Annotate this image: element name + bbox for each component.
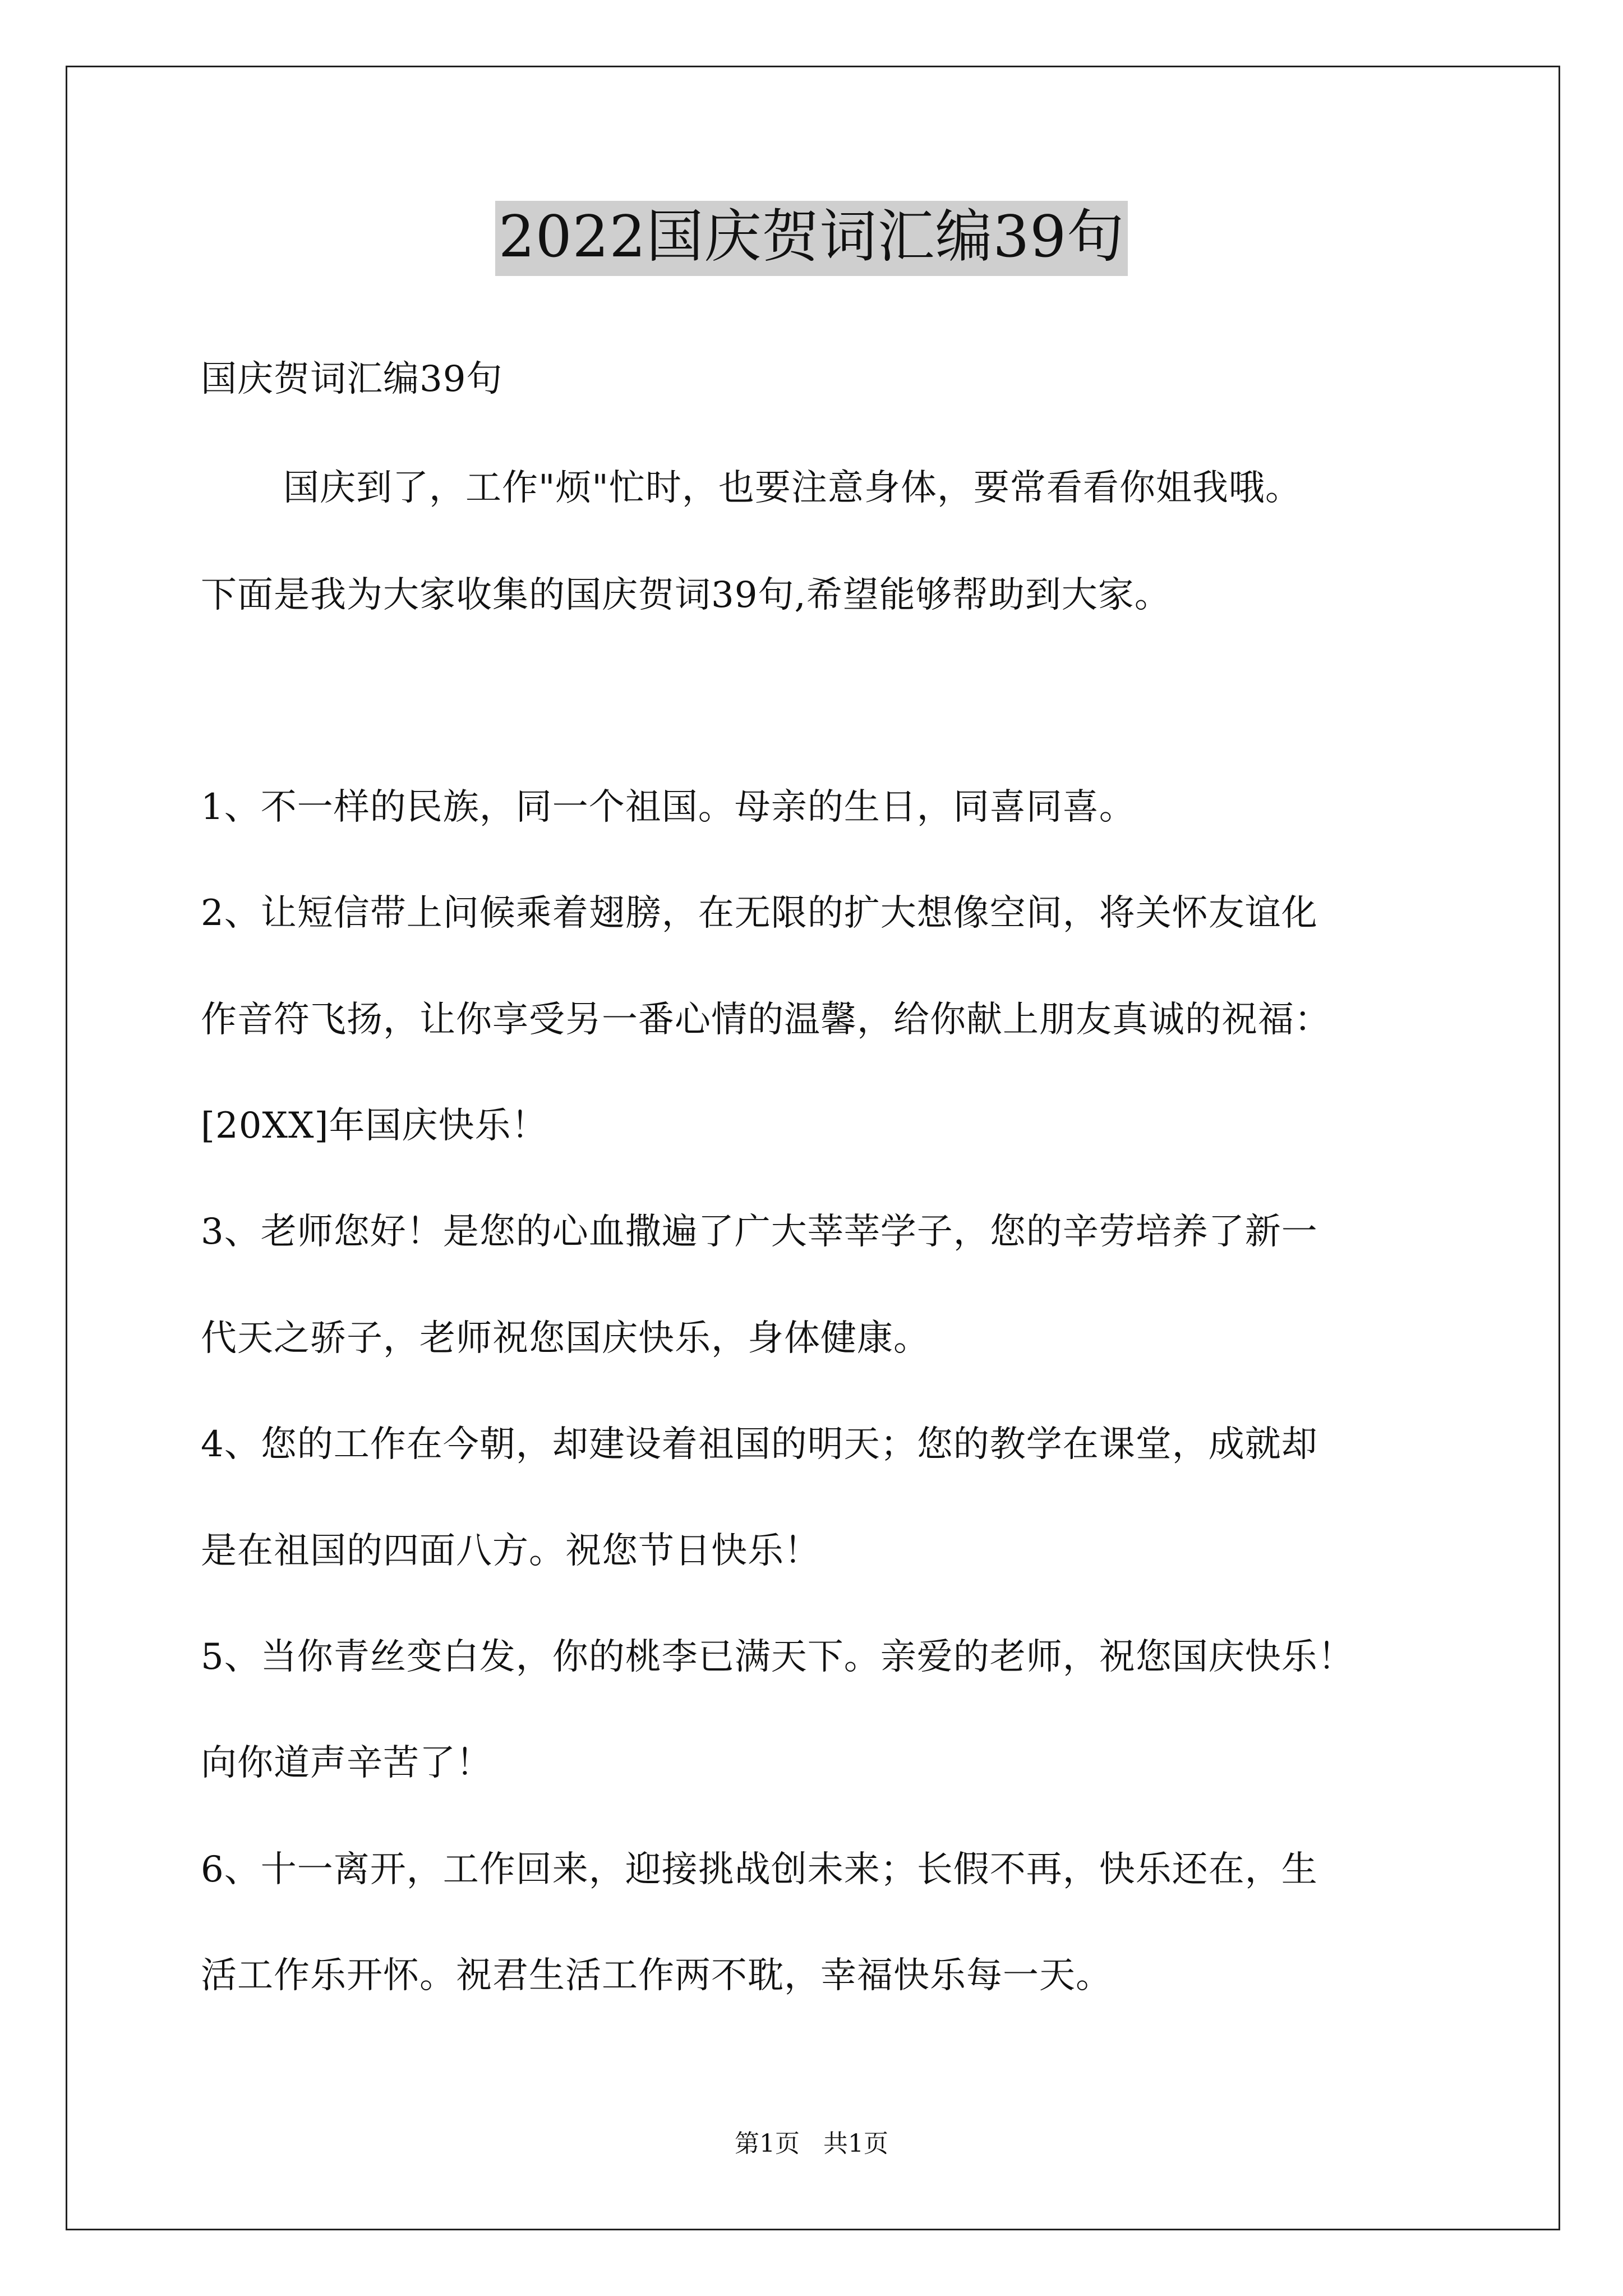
greeting-line: [20XX]年国庆快乐！ bbox=[201, 1105, 548, 1147]
greeting-line: 4、您的工作在今朝，却建设着祖国的明天；您的教学在课堂，成就却 bbox=[201, 1424, 1318, 1465]
greeting-line: 2、让短信带上问候乘着翅膀，在无限的扩大想像空间，将关怀友谊化 bbox=[201, 892, 1318, 934]
greeting-line: 6、十一离开，工作回来，迎接挑战创未来；长假不再，快乐还在，生 bbox=[201, 1849, 1318, 1890]
greeting-line: 3、老师您好！是您的心血撒遍了广大莘莘学子，您的辛劳培养了新一 bbox=[201, 1211, 1318, 1253]
document-title-text: 2022国庆贺词汇编39句 bbox=[495, 201, 1128, 276]
greeting-line: 活工作乐开怀。祝君生活工作两不耽，幸福快乐每一天。 bbox=[201, 1955, 1112, 1996]
page-footer: 第1页 共1页 bbox=[735, 2129, 888, 2158]
intro-line: 国庆到了，工作"烦"忙时，也要注意身体，要常看看你姐我哦。 bbox=[283, 467, 1302, 509]
greeting-line: 作音符飞扬，让你享受另一番心情的温馨，给你献上朋友真诚的祝福： bbox=[201, 999, 1331, 1041]
greeting-line: 是在祖国的四面八方。祝您节日快乐！ bbox=[201, 1530, 820, 1572]
intro-line: 下面是我为大家收集的国庆贺词39句,希望能够帮助到大家。 bbox=[201, 574, 1171, 616]
document-title bbox=[0, 201, 1623, 276]
greeting-line: 代天之骄子，老师祝您国庆快乐，身体健康。 bbox=[201, 1318, 930, 1359]
document-subtitle: 国庆贺词汇编39句 bbox=[201, 358, 503, 400]
greeting-line: 1、不一样的民族，同一个祖国。母亲的生日，同喜同喜。 bbox=[201, 786, 1136, 828]
greeting-line: 向你道声辛苦了！ bbox=[201, 1742, 492, 1784]
greeting-line: 5、当你青丝变白发，你的桃李已满天下。亲爱的老师，祝您国庆快乐！ bbox=[201, 1636, 1354, 1678]
